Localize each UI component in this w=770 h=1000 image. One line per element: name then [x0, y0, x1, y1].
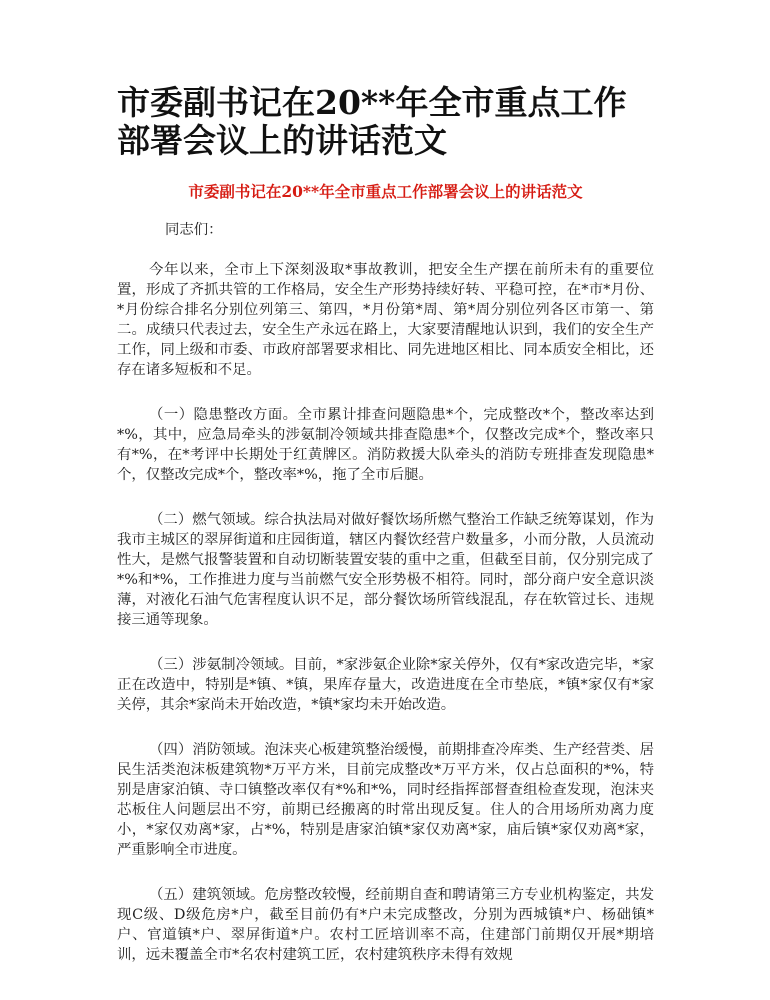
- document-title: 市委副书记在20**年全市重点工作部署会议上的讲话范文: [117, 83, 627, 160]
- paragraph-hazard-rectification: （一）隐患整改方面。全市累计排查问题隐患*个，完成整改*个，整改率达到*%，其中，应急局牵头的涉氨制冷领域共排查隐患*个，仅整改完成*个，整改率只有*%，在*考评中长期处于红黄牌区。消防救援大队牵头的消防专班排查发现隐患*个，仅整改完成*个，整改率*%，拖了全市后腿。: [117, 407, 654, 483]
- salutation: 同志们：: [165, 222, 223, 238]
- paragraph-ammonia-refrigeration: （三）涉氨制冷领域。目前，*家涉氨企业除*家关停外，仅有*家改造完毕，*家正在改造中，特别是*镇、*镇，果库存量大，改造进度在全市垫底，*镇*家仅有*家关停，其余*家尚未开始改造，*镇*家均未开始改造。: [117, 657, 654, 713]
- paragraph-intro: 今年以来，全市上下深刻汲取*事故教训，把安全生产摆在前所未有的重要位置，形成了齐抓共管的工作格局，安全生产形势持续好转、平稳可控，在*市*月份、*月份综合排名分别位列第三、第四，*月份第*周、第*周分别位列各区市第一、第二。成绩只代表过去，安全生产永远在路上，大家要清醒地认识到，我们的安全生产工作，同上级和市委、市政府部署要求相比、同先进地区相比、同本质安全相比，还存在诸多短板和不足。: [117, 262, 654, 378]
- paragraph-construction: （五）建筑领域。危房整改较慢，经前期自查和聘请第三方专业机构鉴定，共发现C级、D级危房*户，截至目前仍有*户未完成整改，分别为西城镇*户、杨础镇*户、官道镇*户、翠屏街道*户。农村工匠培训率不高，住建部门前期仅开展*期培训，远未覆盖全市*名农村建筑工匠，农村建筑秩序未得有效规: [117, 887, 654, 963]
- paragraph-fire-protection: （四）消防领域。泡沫夹心板建筑整治缓慢，前期排查冷库类、生产经营类、居民生活类泡沫板建筑物*万平方米，目前完成整改*万平方米，仅占总面积的*%，特别是唐家泊镇、寺口镇整改率仅有*%和*%，同时经指挥部督查组检查发现，泡沫夹芯板住人问题层出不穷，前期已经搬离的时常出现反复。住人的合用场所劝离力度小，*家仅劝离*家，占*%，特别是唐家泊镇*家仅劝离*家，庙后镇*家仅劝离*家，严重影响全市进度。: [117, 742, 654, 858]
- paragraph-gas-sector: （二）燃气领域。综合执法局对做好餐饮场所燃气整治工作缺乏统筹谋划，作为我市主城区的翠屏街道和庄园街道，辖区内餐饮经营户数量多，小而分散，人员流动性大，是燃气报警装置和自动切断装置安装的重中之重，但截至目前，仅分别完成了*%和*%，工作推进力度与当前燃气安全形势极不相符。同时，部分商户安全意识淡薄，对液化石油气危害程度认识不足，部分餐饮场所管线混乱，存在软管过长、违规接三通等现象。: [117, 512, 654, 628]
- document-subtitle: 市委副书记在20**年全市重点工作部署会议上的讲话范文: [188, 182, 583, 201]
